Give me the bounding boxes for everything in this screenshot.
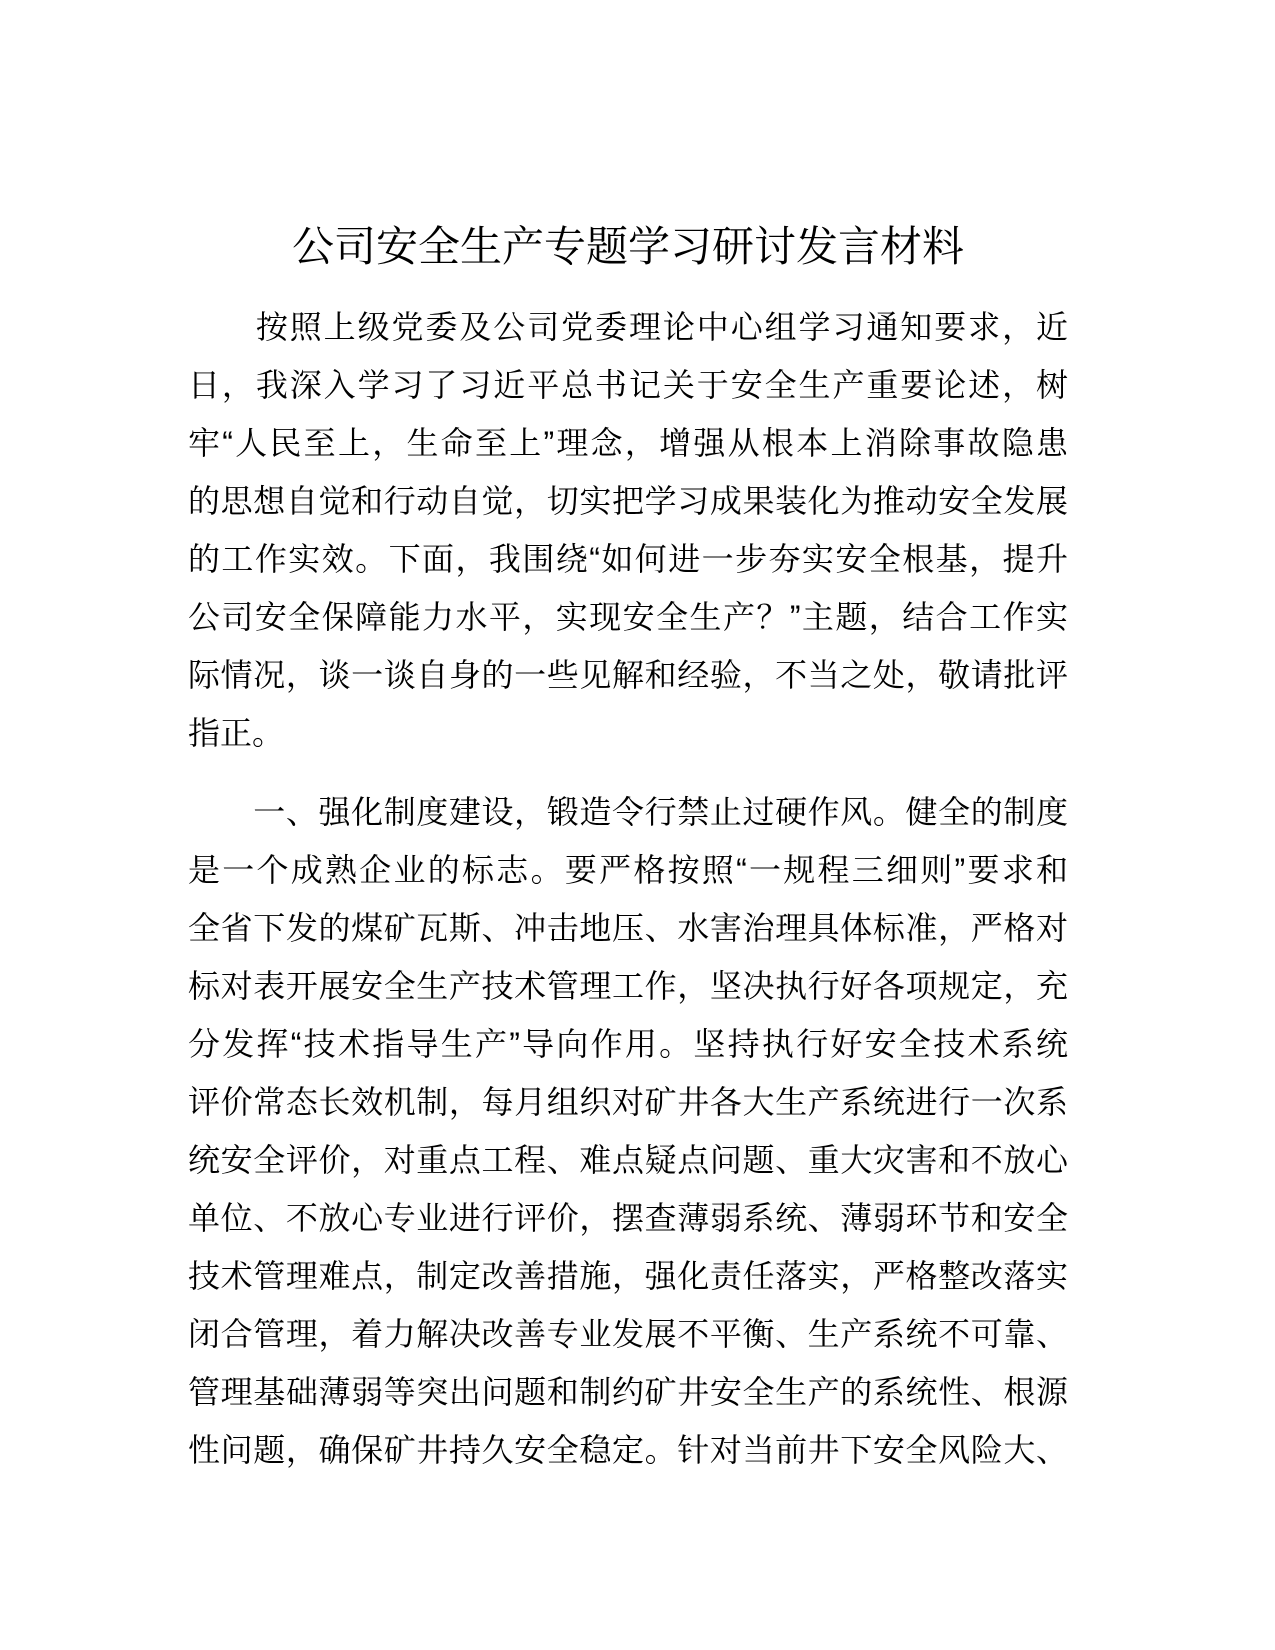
text-line: 指正。 [188,715,285,751]
text-line: 分发挥“技术指导生产”导向作用。坚持执行好安全技术系统 [188,1026,1068,1062]
text-line: 是一个成熟企业的标志。要严格按照“一规程三细则”要求和 [188,852,1068,888]
text-line: 统安全评价，对重点工程、难点疑点问题、重大灾害和不放心 [188,1142,1068,1178]
text-line: 际情况，谈一谈自身的一些见解和经验，不当之处，敬请批评 [188,657,1068,693]
text-line: 闭合管理，着力解决改善专业发展不平衡、生产系统不可靠、 [188,1316,1068,1352]
text-line: 单位、不放心专业进行评价，摆查薄弱系统、薄弱环节和安全 [188,1200,1068,1236]
paragraph-2 [188,783,1068,1479]
text-line: 一、强化制度建设，锻造令行禁止过硬作风。健全的制度 [188,794,1068,830]
text-line: 公司安全保障能力水平，实现安全生产？”主题，结合工作实 [188,599,1068,635]
text-line: 技术管理难点，制定改善措施，强化责任落实，严格整改落实 [188,1258,1068,1294]
text-line: 的思想自觉和行动自觉，切实把学习成果装化为推动安全发展 [188,483,1068,519]
text-line: 牢“人民至上，生命至上”理念，增强从根本上消除事故隐患 [188,425,1068,461]
document-title: 公司安全生产专题学习研讨发言材料 [291,223,964,270]
text-line: 的工作实效。下面，我围绕“如何进一步夯实安全根基，提升 [188,541,1068,577]
text-line: 性问题，确保矿井持久安全稳定。针对当前井下安全风险大、 [188,1432,1068,1468]
text-line: 管理基础薄弱等突出问题和制约矿井安全生产的系统性、根源 [188,1374,1068,1410]
paragraph-1 [188,298,1068,762]
text-line: 全省下发的煤矿瓦斯、冲击地压、水害治理具体标准，严格对 [188,910,1068,946]
text-line: 日，我深入学习了习近平总书记关于安全生产重要论述，树 [188,367,1068,403]
text-line: 标对表开展安全生产技术管理工作，坚决执行好各项规定，充 [188,968,1068,1004]
text-line: 评价常态长效机制，每月组织对矿井各大生产系统进行一次系 [188,1084,1068,1120]
text-line: 按照上级党委及公司党委理论中心组学习通知要求，近 [188,309,1068,345]
